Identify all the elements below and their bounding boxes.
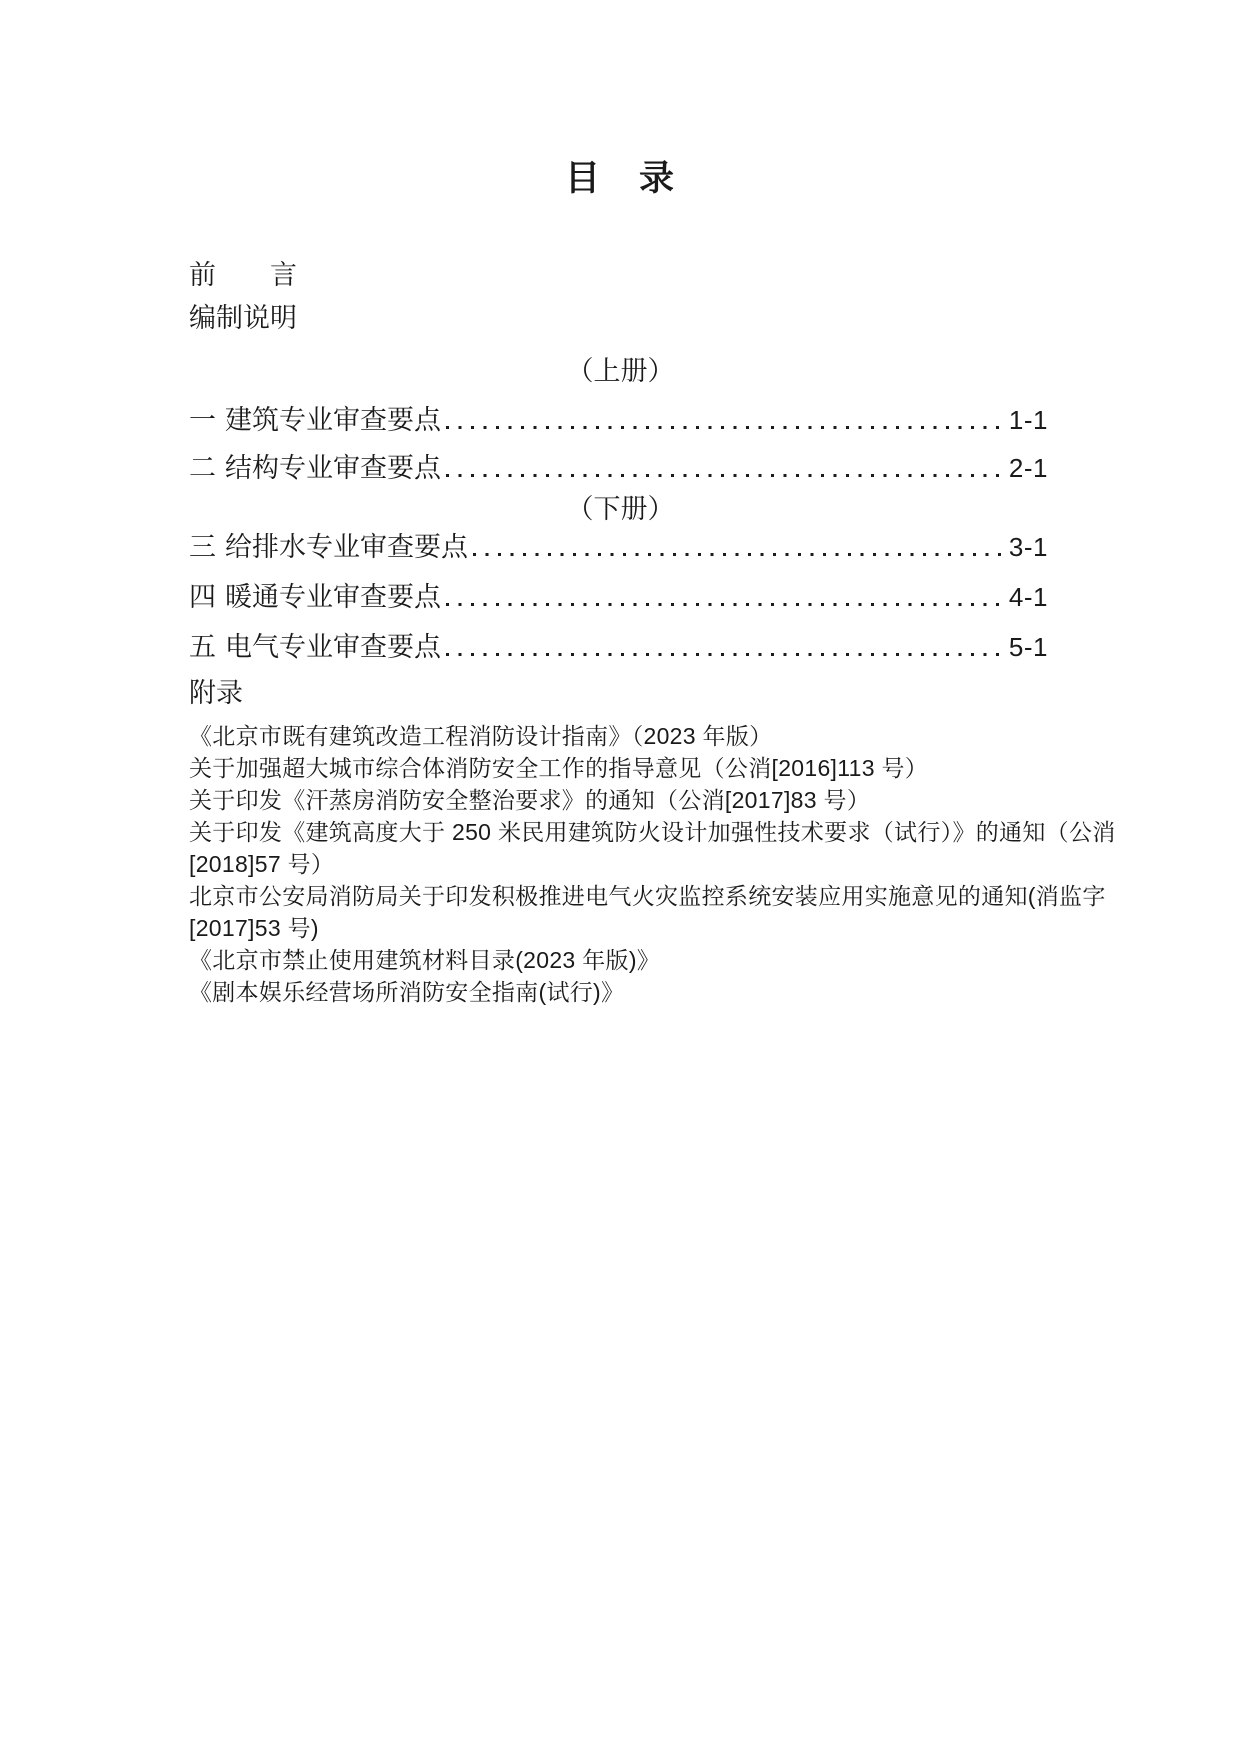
toc-entry-page-number: 5-1 <box>1008 632 1048 662</box>
appendix-item-continuation: [2018]57 号） <box>189 851 335 877</box>
toc-entry-title: 电气专业审查要点 <box>225 632 441 662</box>
toc-entry-page-number: 4-1 <box>1008 582 1048 612</box>
appendix-item: 北京市公安局消防局关于印发积极推进电气火灾监控系统安装应用实施意见的通知(消监字 <box>189 883 1106 909</box>
toc-entry-plumbing <box>189 531 1048 563</box>
dot-leader <box>443 631 1006 663</box>
preface-heading: 前 言 <box>189 260 297 290</box>
volume2-heading: （下册） <box>566 494 675 524</box>
page-title: 目 录 <box>564 159 676 198</box>
toc-entry-number: 四 <box>189 582 216 612</box>
toc-entry-hvac <box>189 581 1048 613</box>
toc-entry-title: 建筑专业审查要点 <box>225 405 441 435</box>
compilation-note-heading: 编制说明 <box>189 303 297 333</box>
toc-entry-page-number: 3-1 <box>1008 532 1048 562</box>
toc-entry-title: 结构专业审查要点 <box>225 453 441 483</box>
toc-entry-title: 给排水专业审查要点 <box>225 532 468 562</box>
toc-entry-title: 暖通专业审查要点 <box>225 582 441 612</box>
dot-leader <box>443 404 1006 436</box>
toc-entry-page-number: 1-1 <box>1008 405 1048 435</box>
appendix-item: 关于印发《建筑高度大于 250 米民用建筑防火设计加强性技术要求（试行）》的通知（公消 <box>189 819 1116 845</box>
appendix-item: 《剧本娱乐经营场所消防安全指南(试行)》 <box>189 979 625 1005</box>
appendix-item: 《北京市既有建筑改造工程消防设计指南》（2023 年版） <box>189 723 773 749</box>
toc-entry-number: 五 <box>189 632 216 662</box>
appendix-heading: 附录 <box>189 678 243 708</box>
volume1-heading: （上册） <box>566 356 675 386</box>
toc-entry-number: 三 <box>189 532 216 562</box>
toc-entry-architecture <box>189 404 1048 436</box>
toc-entry-electrical <box>189 631 1048 663</box>
appendix-item: 《北京市禁止使用建筑材料目录(2023 年版)》 <box>189 947 661 973</box>
appendix-item-continuation: [2017]53 号) <box>189 915 319 941</box>
appendix-item: 关于印发《汗蒸房消防安全整治要求》的通知（公消[2017]83 号） <box>189 787 871 813</box>
dot-leader <box>470 531 1006 563</box>
toc-entry-structure <box>189 452 1048 484</box>
appendix-item: 关于加强超大城市综合体消防安全工作的指导意见（公消[2016]113 号） <box>189 755 929 781</box>
toc-entry-number: 二 <box>189 453 216 483</box>
dot-leader <box>443 452 1006 484</box>
toc-entry-page-number: 2-1 <box>1008 453 1048 483</box>
dot-leader <box>443 581 1006 613</box>
toc-entry-number: 一 <box>189 405 216 435</box>
appendix-list <box>189 720 1116 1008</box>
